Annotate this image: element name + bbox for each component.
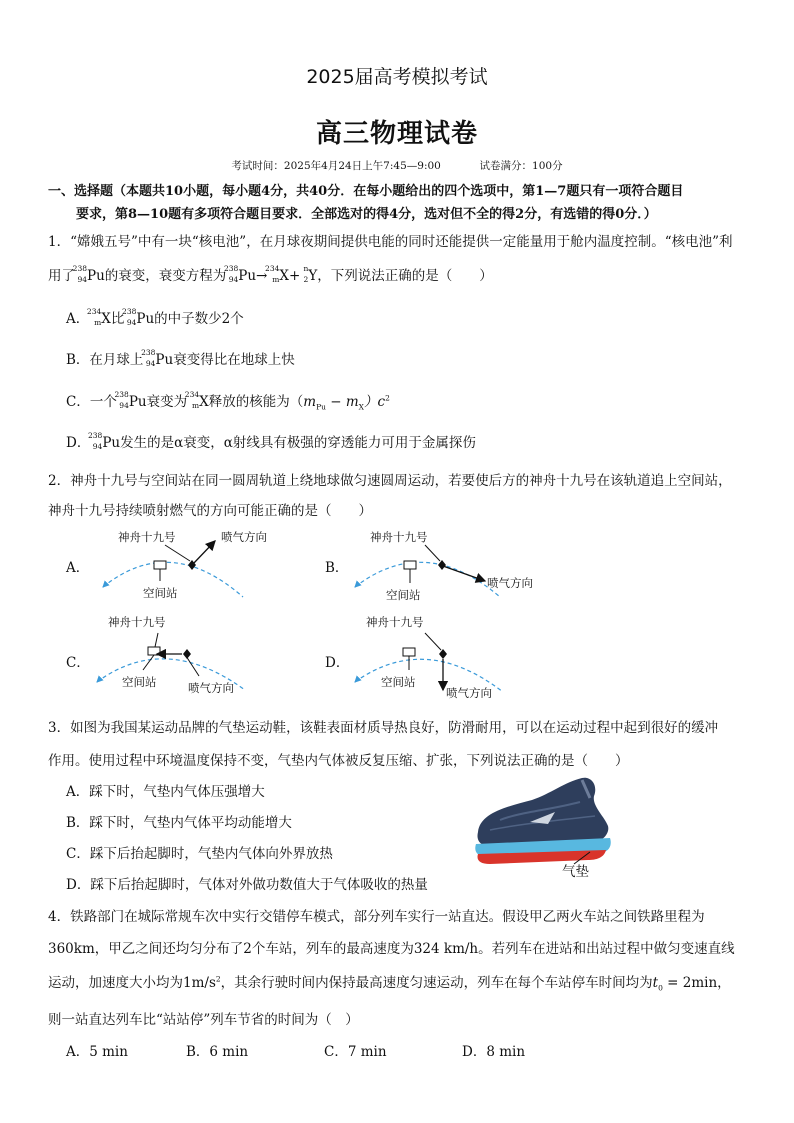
pu-mass: 238 bbox=[88, 431, 103, 440]
q4-text: 运动，加速度大小均为1m/s bbox=[48, 975, 216, 991]
nuclide-pu bbox=[88, 431, 103, 451]
q4-stem-line3 bbox=[48, 971, 731, 993]
q1-text: X+ bbox=[279, 268, 301, 284]
pu-mass: 238 bbox=[114, 390, 129, 399]
label-leader bbox=[425, 545, 440, 561]
nuclide-x bbox=[265, 264, 280, 284]
pu-charge: 94 bbox=[228, 275, 239, 284]
air-cushion-shoe-image bbox=[470, 772, 620, 882]
ship-label: 神舟十九号 bbox=[118, 530, 176, 544]
option-text: X比 bbox=[101, 311, 125, 327]
q2-option-b-letter[interactable]: B． bbox=[325, 560, 349, 576]
exam-meta bbox=[0, 158, 794, 173]
option-text: Pu发生的是α衰变，α射线具有极强的穿透能力可用于金属探伤 bbox=[102, 435, 476, 451]
formula-sub: Pu bbox=[316, 402, 326, 412]
q3-stem-line2: 作用。使用过程中环境温度保持不变，气垫内气体被反复压缩、扩张，下列说法正确的是（ ） bbox=[48, 753, 629, 769]
nuclide-pu bbox=[72, 264, 87, 284]
station-icon bbox=[403, 648, 415, 656]
q1-text: Pu→ bbox=[238, 268, 268, 284]
q2-stem-line1: 2．神舟十九号与空间站在同一圆周轨道上绕地球做匀速圆周运动，若要使后方的神舟十九号在该轨道追上空间站， bbox=[48, 473, 732, 489]
q4-option-b[interactable]: B．6 min bbox=[186, 1044, 249, 1060]
option-letter: D． bbox=[66, 435, 91, 451]
q1-option-b[interactable] bbox=[66, 348, 295, 368]
nuclide-pu bbox=[141, 348, 156, 368]
x-mass: 234 bbox=[86, 307, 102, 316]
nuclide-x bbox=[86, 307, 102, 327]
option-text: C．一个 bbox=[66, 394, 117, 410]
jet-label: 喷气方向 bbox=[221, 530, 267, 544]
y-mass: n bbox=[303, 264, 309, 273]
paper-title: 高三物理试卷 bbox=[315, 119, 478, 149]
exam-time: 考试时间：2025年4月24日上午7:45—9:00 bbox=[231, 160, 441, 172]
option-letter: A． bbox=[66, 311, 90, 327]
q2-option-c-letter[interactable]: C． bbox=[66, 655, 90, 671]
shoe-upper bbox=[478, 778, 609, 846]
formula-c: ）c bbox=[364, 394, 386, 410]
q2-option-a-letter[interactable]: A． bbox=[66, 560, 90, 576]
q4-option-d[interactable]: D．8 min bbox=[462, 1044, 526, 1060]
q2-stem-line2: 神舟十九号持续喷射燃气的方向可能正确的是（ ） bbox=[48, 503, 372, 519]
label-leader bbox=[425, 633, 441, 650]
q4-text: = 2min， bbox=[662, 975, 731, 991]
q1-option-d[interactable] bbox=[66, 431, 476, 451]
q4-option-c[interactable]: C．7 min bbox=[324, 1044, 387, 1060]
jet-label: 喷气方向 bbox=[446, 686, 492, 700]
x-charge: m bbox=[272, 275, 280, 284]
nuclide-pu bbox=[114, 390, 129, 410]
section-heading-line1: 一、选择题（本题共10小题，每小题4分，共40分．在每小题给出的四个选项中，第1—7题只有一项符合题目 bbox=[48, 184, 684, 199]
superscript: 2 bbox=[215, 974, 221, 984]
air-cushion-label: 气垫 bbox=[562, 864, 589, 880]
option-text: Pu衰变为 bbox=[128, 394, 188, 410]
q1-text: 用了 bbox=[48, 268, 75, 284]
pu-mass: 238 bbox=[141, 348, 156, 357]
pu-charge: 94 bbox=[145, 359, 156, 368]
orbit-path bbox=[355, 562, 500, 597]
label-leader bbox=[186, 656, 199, 676]
option-text: Pu衰变得比在地球上快 bbox=[155, 352, 295, 368]
label-leader bbox=[143, 655, 154, 670]
ship-icon bbox=[438, 560, 446, 570]
pu-mass: 238 bbox=[72, 264, 87, 273]
q4-stem-line1: 4．铁路部门在城际常规车次中实行交错停车模式，部分列车实行一站直达。假设甲乙两火车站之间铁路里程为 bbox=[48, 909, 705, 925]
q1-stem-line1: 1．“嫦娥五号”中有一块“核电池”，在月球夜期间提供电能的同时还能提供一定能量用于舱内温度控制。“核电池”利 bbox=[48, 234, 733, 250]
q1-stem-line2 bbox=[48, 264, 493, 284]
q3-option-a[interactable]: A．踩下时，气垫内气体压强增大 bbox=[66, 784, 265, 800]
station-label: 空间站 bbox=[122, 675, 157, 689]
ship-label: 神舟十九号 bbox=[370, 530, 428, 544]
q2-option-d-letter[interactable]: D． bbox=[325, 655, 350, 671]
pu-charge: 94 bbox=[126, 318, 137, 327]
formula-sq: 2 bbox=[385, 393, 390, 403]
jet-label: 喷气方向 bbox=[188, 681, 234, 695]
q1-text: Y，下列说法正确的是（ ） bbox=[308, 268, 493, 284]
q4-text: ，其余行驶时间内保持最高速度匀速运动，列车在每个车站停车时间均为 bbox=[220, 975, 653, 991]
q3-option-c[interactable]: C．踩下后抬起脚时，气垫内气体向外界放热 bbox=[66, 846, 333, 862]
option-text: B．在月球上 bbox=[66, 352, 144, 368]
q4-stem-line2: 360km，甲乙之间还均匀分布了2个车站，列车的最高速度为324 km/h。若列车在进站和出站过程中做匀变速直线 bbox=[48, 941, 735, 957]
nuclide-x bbox=[184, 390, 200, 410]
q1-option-c[interactable] bbox=[66, 390, 390, 412]
station-label: 空间站 bbox=[381, 675, 416, 689]
label-leader bbox=[165, 545, 190, 561]
q4-option-a[interactable]: A．5 min bbox=[66, 1044, 128, 1060]
option-text: X释放的核能为（ bbox=[199, 394, 304, 410]
q1-text: Pu的衰变，衰变方程为 bbox=[87, 268, 227, 284]
option-text: Pu的中子数少2个 bbox=[136, 311, 244, 327]
station-label: 空间站 bbox=[386, 588, 421, 602]
station-label: 空间站 bbox=[143, 586, 178, 600]
nuclide-pu bbox=[223, 264, 239, 284]
q4-stem-line4: 则一站直达列车比“站站停”列车节省的时间为（ ） bbox=[48, 1012, 359, 1028]
station-icon bbox=[154, 561, 166, 569]
subscript: 0 bbox=[658, 983, 663, 993]
pu-mass: 238 bbox=[122, 307, 137, 316]
ship-label: 神舟十九号 bbox=[108, 615, 166, 629]
formula-m: m bbox=[303, 394, 317, 410]
nuclide-pu bbox=[122, 307, 137, 327]
q1-option-a[interactable] bbox=[66, 307, 244, 327]
ship-icon bbox=[439, 649, 447, 659]
y-charge: 2 bbox=[303, 275, 309, 284]
pu-charge: 94 bbox=[119, 401, 129, 410]
exam-name: 2025届高考模拟考试 bbox=[306, 66, 488, 88]
station-icon bbox=[404, 561, 416, 569]
pu-charge: 94 bbox=[92, 442, 103, 451]
jet-arrow bbox=[193, 541, 215, 564]
pu-charge: 94 bbox=[77, 275, 87, 284]
nuclide-y bbox=[300, 264, 309, 284]
q3-option-d[interactable]: D．踩下后抬起脚时，气体对外做功数值大于气体吸收的热量 bbox=[66, 877, 428, 893]
q3-stem-line1: 3．如图为我国某运动品牌的气垫运动鞋，该鞋表面材质导热良好，防滑耐用，可以在运动过程中起到很好的缓冲 bbox=[48, 720, 719, 736]
exam-score: 试卷满分：100分 bbox=[479, 160, 563, 172]
q3-option-b[interactable]: B．踩下时，气垫内气体平均动能增大 bbox=[66, 815, 292, 831]
pu-mass: 238 bbox=[223, 264, 239, 273]
jet-label: 喷气方向 bbox=[487, 576, 533, 590]
x-mass: 234 bbox=[184, 390, 200, 399]
formula-sub: X bbox=[358, 402, 364, 412]
symbol-t: t bbox=[652, 975, 659, 991]
x-charge: m bbox=[94, 318, 102, 327]
label-leader bbox=[155, 633, 158, 647]
x-mass: 234 bbox=[265, 264, 280, 273]
ship-label: 神舟十九号 bbox=[366, 615, 424, 629]
x-charge: m bbox=[192, 401, 200, 410]
formula-m: − m bbox=[325, 394, 359, 410]
jet-arrow bbox=[443, 566, 485, 581]
section-heading-line2: 要求，第8—10题有多项符合题目要求．全部选对的得4分，选对但不全的得2分，有选错的得0分．） bbox=[76, 207, 657, 222]
